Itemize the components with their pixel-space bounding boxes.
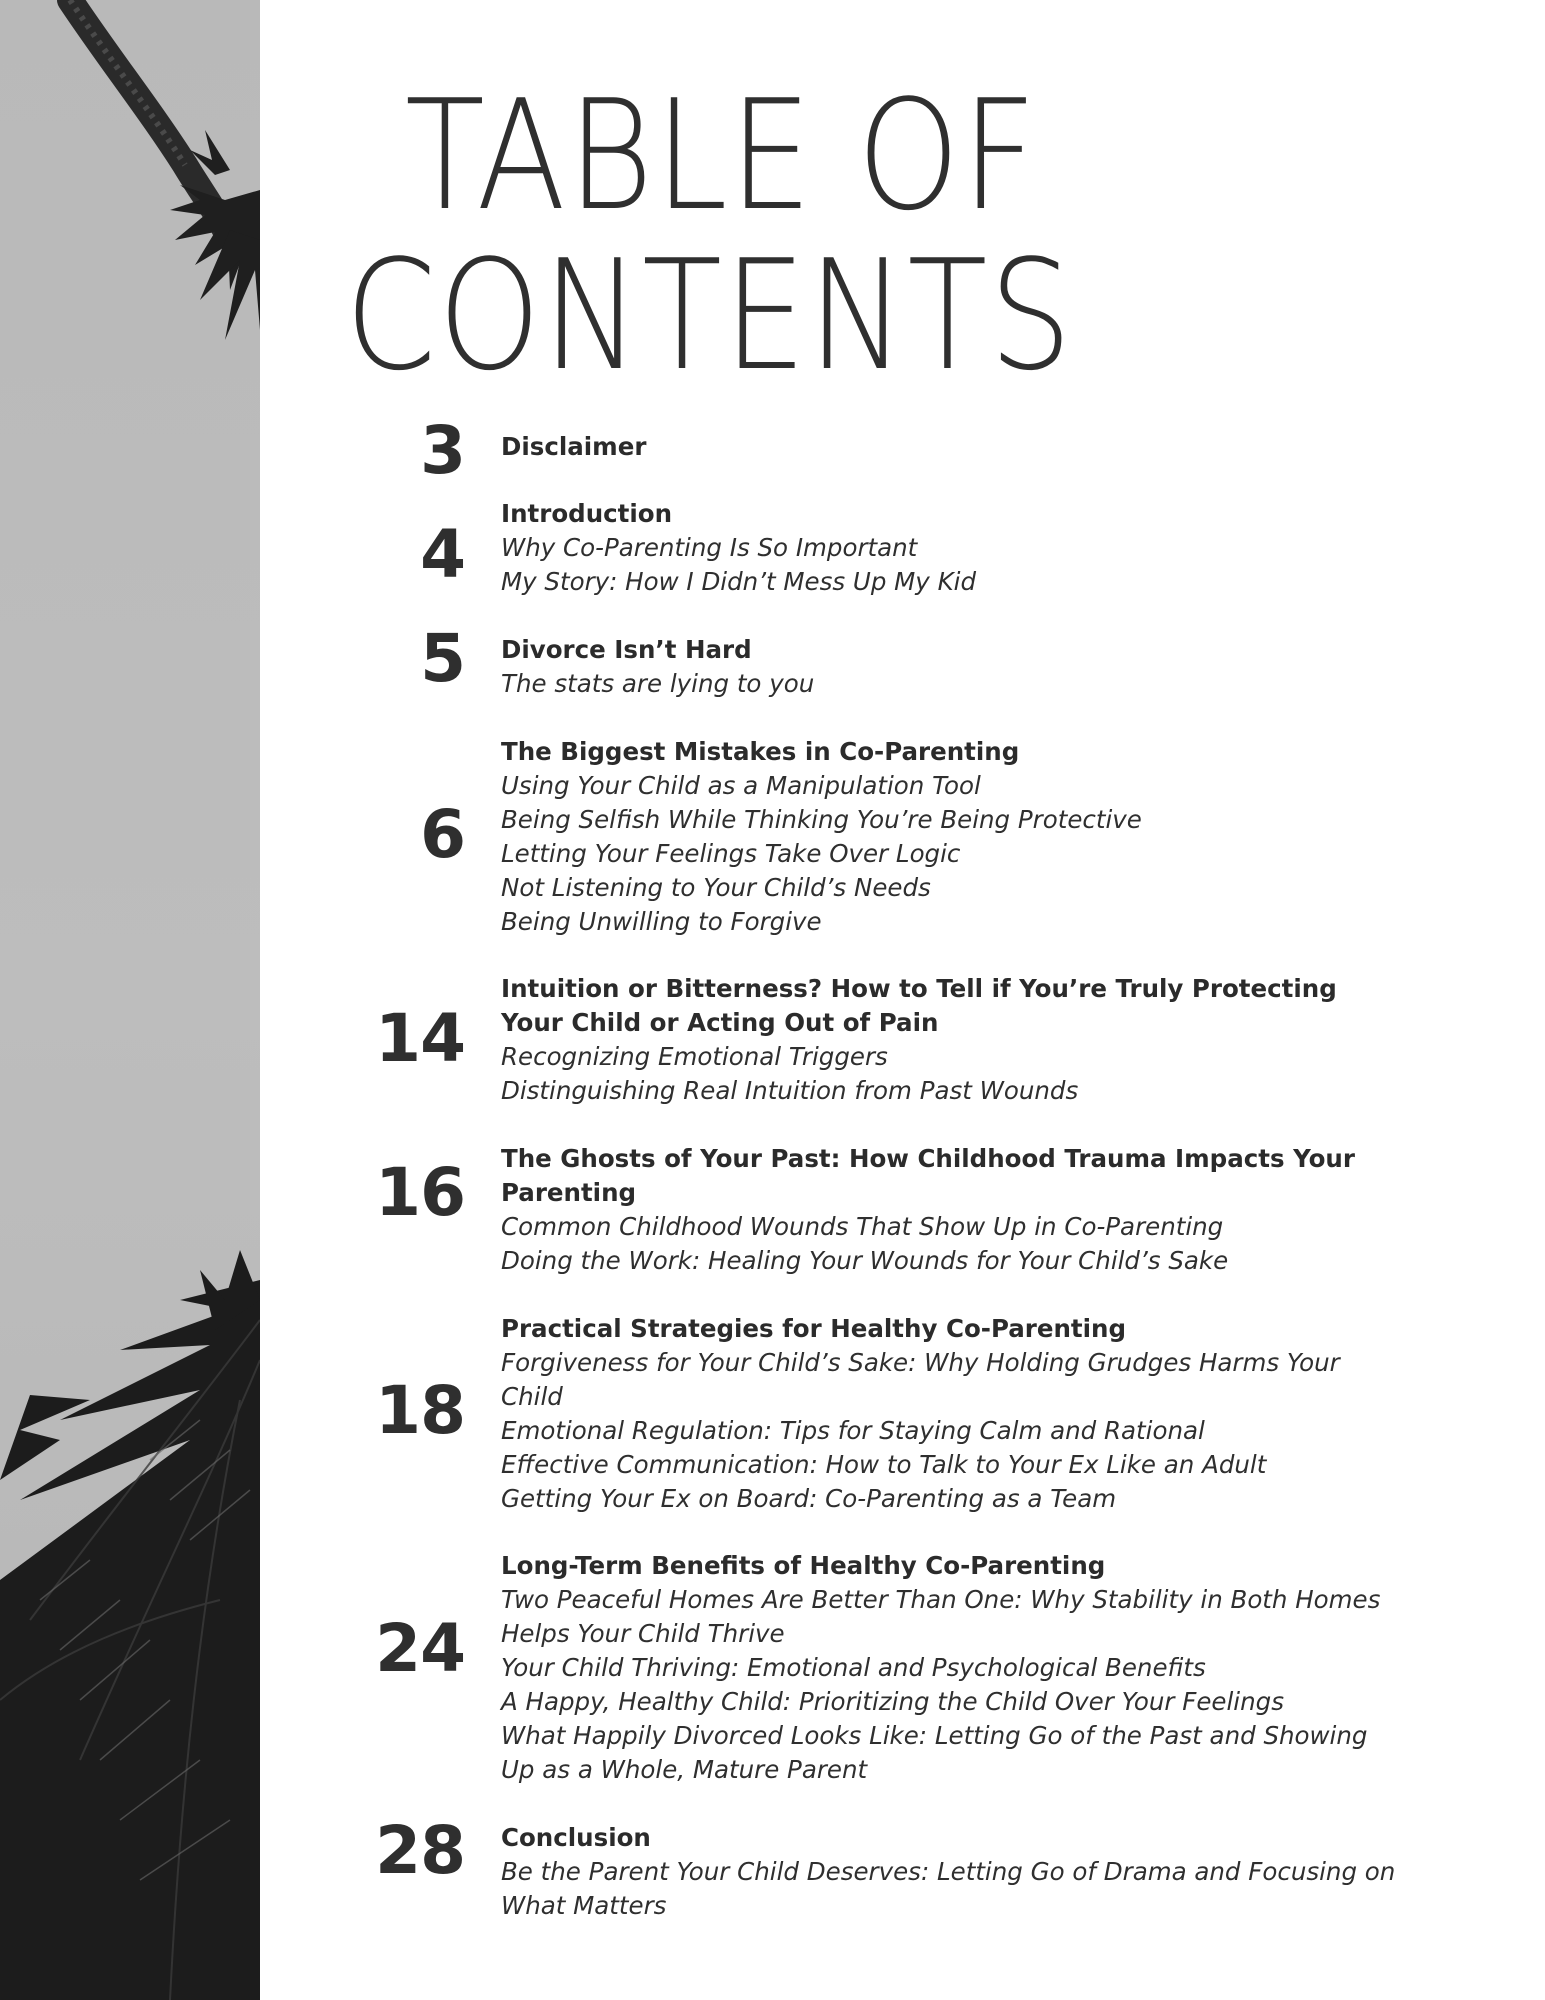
entry-heading: Introduction — [501, 499, 673, 528]
entry-subtopic: Being Unwilling to Forgive — [501, 907, 822, 936]
entry-subtopic: Emotional Regulation: Tips for Staying Calm and Rational — [501, 1416, 1205, 1445]
entry-subtopic: Using Your Child as a Manipulation Tool — [501, 771, 981, 800]
entry-subtopic: Doing the Work: Healing Your Wounds for Your Child’s Sake — [501, 1246, 1229, 1275]
entry-subtopic: Effective Communication: How to Talk to Your Ex Like an Adult — [501, 1450, 1267, 1479]
entry-subtopic: Be the Parent Your Child Deserves: Letting Go of Drama and Focusing on What Matters — [501, 1857, 1396, 1920]
entry-heading: Long-Term Benefits of Healthy Co-Parenting — [501, 1551, 1106, 1580]
page-number: 14 — [375, 1000, 465, 1077]
page-number: 4 — [420, 516, 465, 593]
entry-subtopic: Not Listening to Your Child’s Needs — [501, 873, 931, 902]
title-line-2: CONTENTS — [345, 227, 1074, 404]
page-number: 6 — [420, 796, 465, 873]
title-line-1: TABLE OF — [405, 67, 1039, 244]
entry-subtopic: Common Childhood Wounds That Show Up in Co-Parenting — [501, 1212, 1224, 1241]
entry-heading: Intuition or Bitterness? How to Tell if You’re Truly Protecting Your Child or Acting Out of Pain — [501, 974, 1337, 1037]
page-number: 5 — [420, 620, 465, 697]
entry-heading: The Biggest Mistakes in Co-Parenting — [501, 737, 1020, 766]
entry-subtopic: Two Peaceful Homes Are Better Than One: Why Stability in Both Homes Helps Your Child Thrive — [501, 1585, 1381, 1648]
entry-heading: Conclusion — [501, 1823, 651, 1852]
entry-heading: The Ghosts of Your Past: How Childhood Trauma Impacts Your Parenting — [501, 1144, 1355, 1207]
page-number: 16 — [375, 1154, 465, 1231]
page-number: 24 — [375, 1610, 465, 1687]
entry-subtopic: Why Co-Parenting Is So Important — [501, 533, 918, 562]
page-number: 28 — [375, 1812, 465, 1889]
entry-subtopic: Being Selfish While Thinking You’re Being Protective — [501, 805, 1142, 834]
entry-heading: Divorce Isn’t Hard — [501, 635, 752, 664]
entry-subtopic: What Happily Divorced Looks Like: Letting Go of the Past and Showing Up as a Whole, Mature Parent — [501, 1721, 1368, 1784]
entry-subtopic: Recognizing Emotional Triggers — [501, 1042, 888, 1071]
entry-subtopic: The stats are lying to you — [501, 669, 815, 698]
entry-subtopic: A Happy, Healthy Child: Prioritizing the Child Over Your Feelings — [501, 1687, 1284, 1716]
entry-heading: Disclaimer — [501, 432, 647, 461]
entry-subtopic: My Story: How I Didn’t Mess Up My Kid — [501, 567, 977, 596]
page-number: 3 — [420, 412, 465, 489]
entry-subtopic: Getting Your Ex on Board: Co-Parenting as a Team — [501, 1484, 1117, 1513]
entry-subtopic: Forgiveness for Your Child’s Sake: Why Holding Grudges Harms Your Child — [501, 1348, 1340, 1411]
entry-subtopic: Letting Your Feelings Take Over Logic — [501, 839, 961, 868]
entry-heading: Practical Strategies for Healthy Co-Parenting — [501, 1314, 1127, 1343]
entry-subtopic: Your Child Thriving: Emotional and Psychological Benefits — [501, 1653, 1206, 1682]
page-number: 18 — [375, 1372, 465, 1449]
entry-subtopic: Distinguishing Real Intuition from Past Wounds — [501, 1076, 1079, 1105]
